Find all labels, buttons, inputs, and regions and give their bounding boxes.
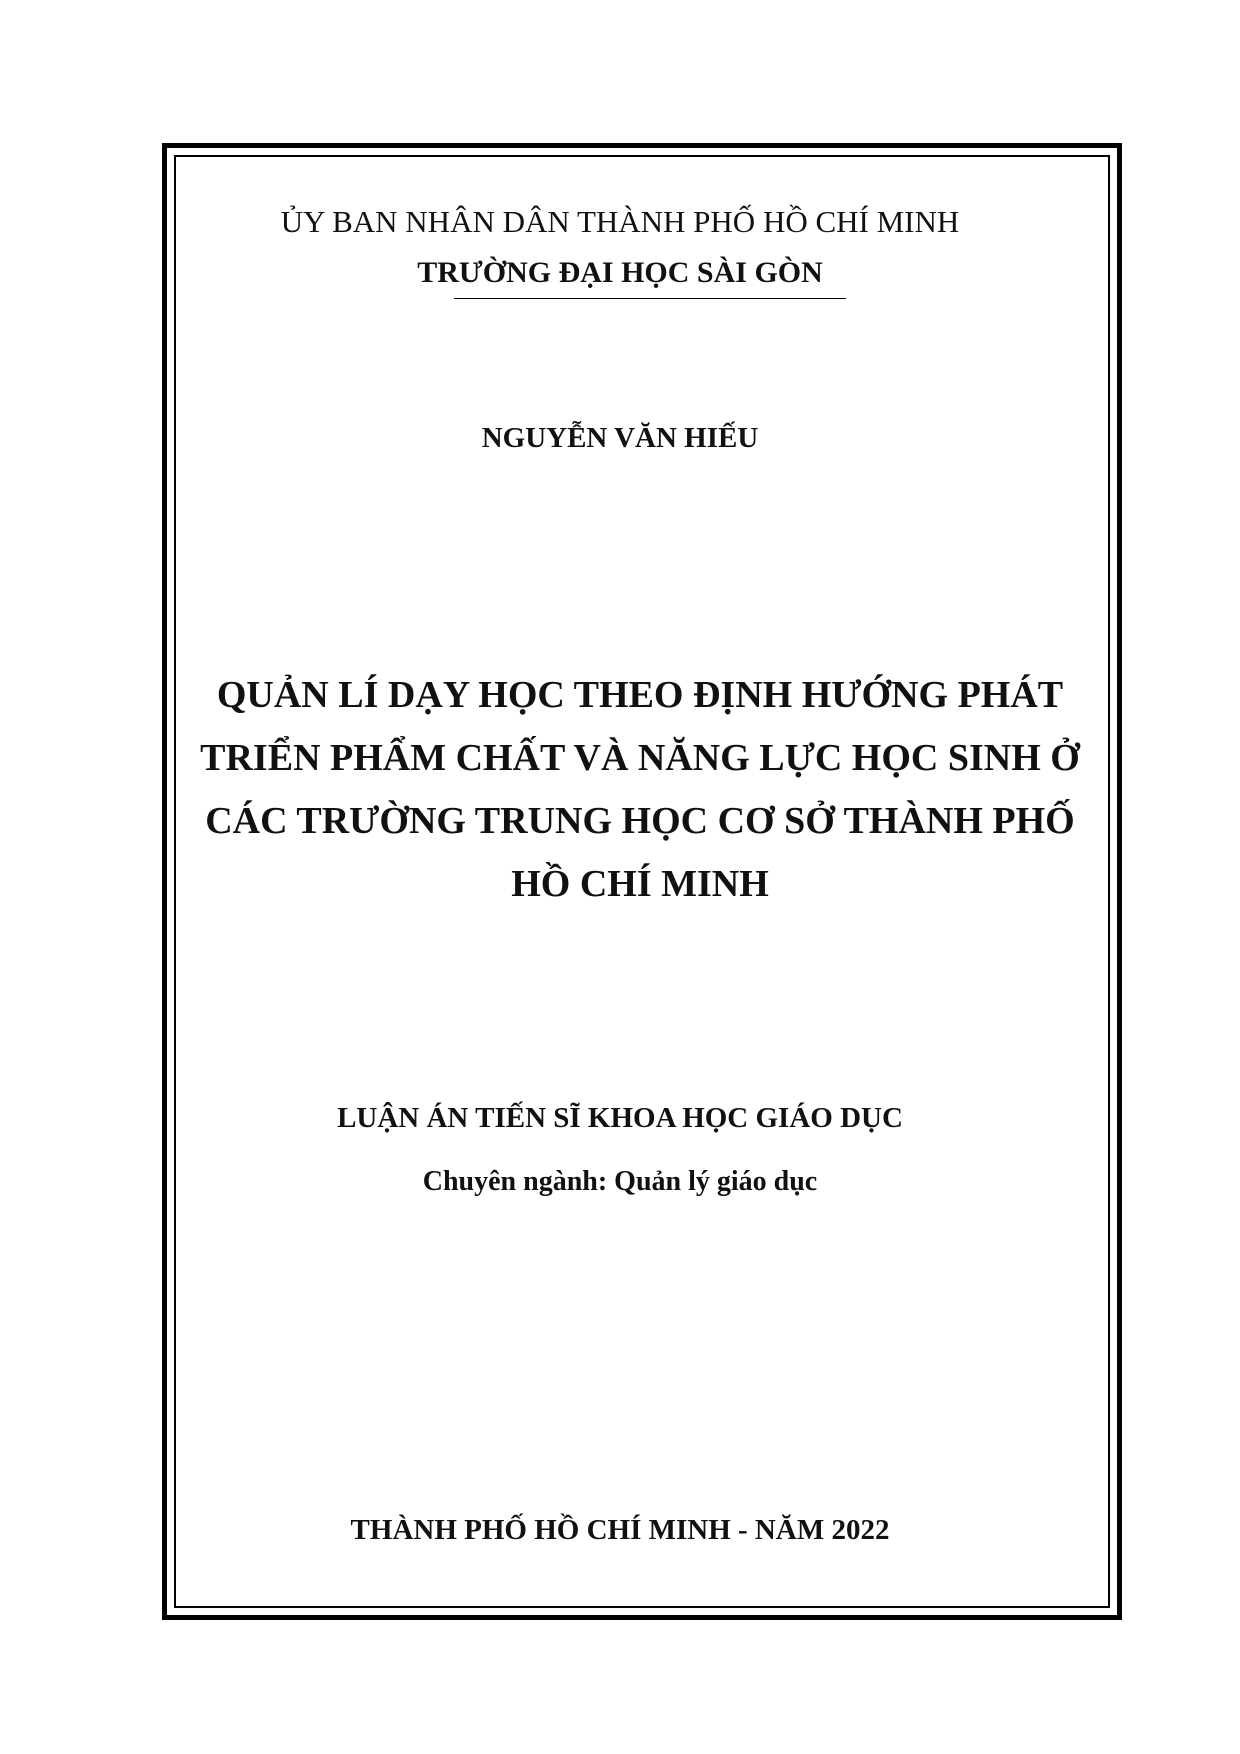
thesis-title-line: TRIỂN PHẨM CHẤT VÀ NĂNG LỰC HỌC SINH Ở <box>200 737 1080 779</box>
thesis-title-line: QUẢN LÍ DẠY HỌC THEO ĐỊNH HƯỚNG PHÁT <box>216 674 1064 716</box>
place-and-year: THÀNH PHỐ HỒ CHÍ MINH - NĂM 2022 <box>350 1514 890 1546</box>
agency-name: ỦY BAN NHÂN DÂN THÀNH PHỐ HỒ CHÍ MINH <box>280 204 960 239</box>
thesis-title-line: HỒ CHÍ MINH <box>511 863 769 905</box>
thesis-title <box>200 664 1080 916</box>
school-name: TRƯỜNG ĐẠI HỌC SÀI GÒN <box>417 256 823 289</box>
degree-type: LUẬN ÁN TIẾN SĨ KHOA HỌC GIÁO DỤC <box>337 1102 903 1134</box>
author-name: NGUYỄN VĂN HIẾU <box>481 422 759 454</box>
major-field: Chuyên ngành: Quản lý giáo dục <box>422 1166 818 1197</box>
thesis-title-line: CÁC TRƯỜNG TRUNG HỌC CƠ SỞ THÀNH PHỐ <box>205 800 1075 842</box>
school-underline <box>454 298 846 299</box>
